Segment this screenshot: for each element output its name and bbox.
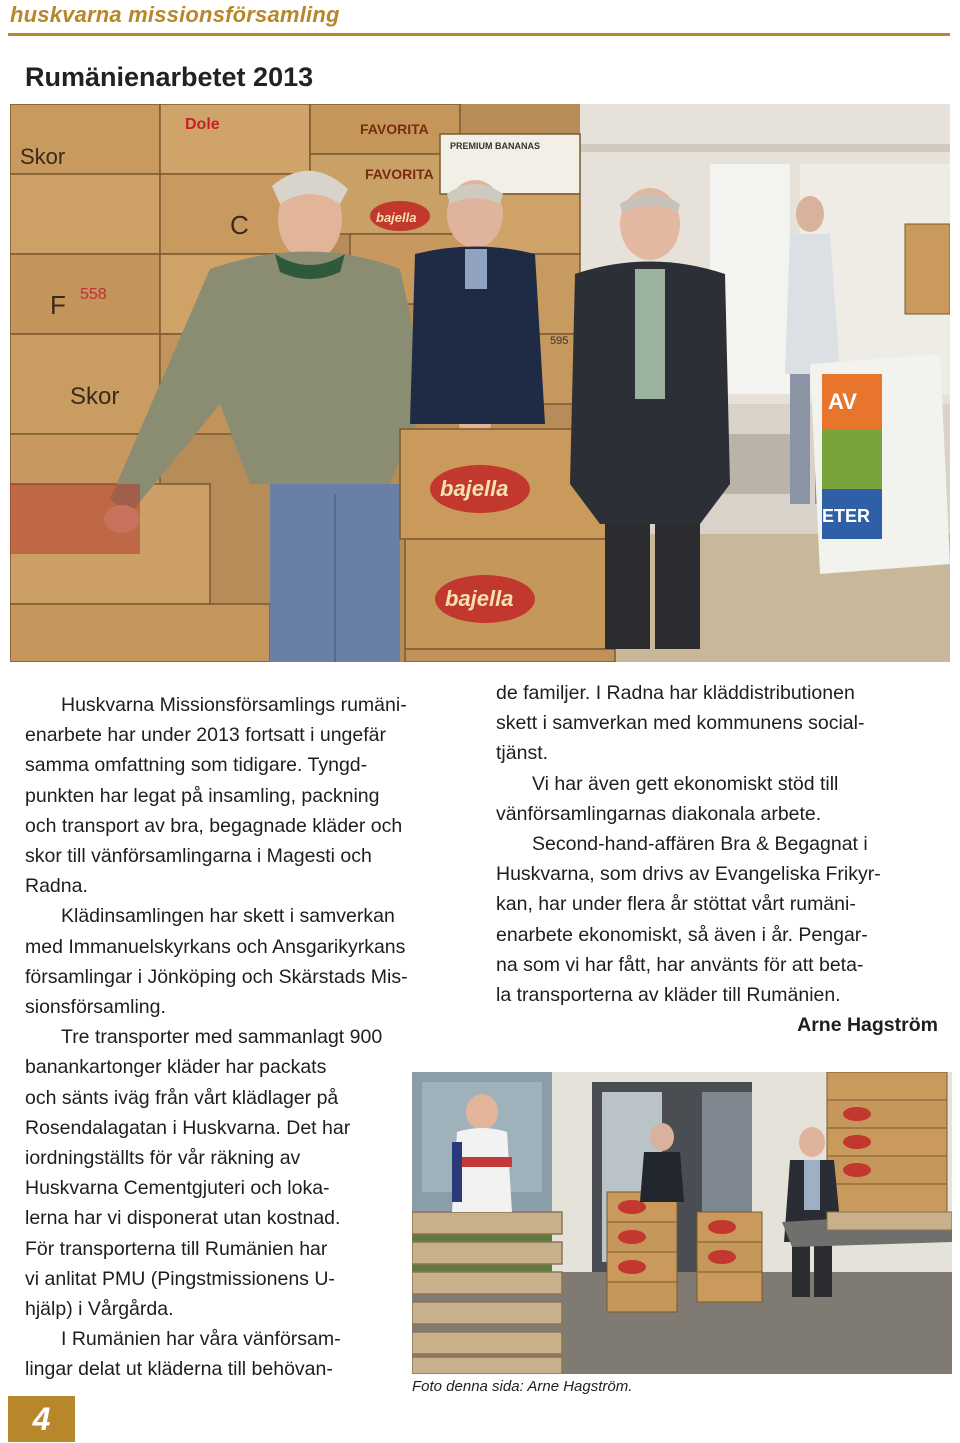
paragraph-line: Klädinsamlingen har skett i samverkan <box>61 905 395 928</box>
paragraph-line: hjälp) i Vårgårda. <box>25 1298 174 1321</box>
paragraph-line: skett i samverkan med kommunens social- <box>496 712 865 735</box>
svg-text:C: C <box>230 210 249 240</box>
paragraph-line: Vi har även gett ekonomiskt stöd till <box>532 772 839 795</box>
paragraph-line: vänförsamlingarnas diakonala arbete. <box>496 802 822 825</box>
svg-text:558: 558 <box>80 286 107 303</box>
svg-text:F: F <box>50 290 66 320</box>
svg-text:Dole: Dole <box>185 116 220 133</box>
paragraph-line: tjänst. <box>496 742 549 765</box>
svg-text:FAVORITA: FAVORITA <box>365 166 434 182</box>
svg-text:Skor: Skor <box>70 383 120 410</box>
paragraph-line: lingar delat ut kläderna till behövan- <box>25 1358 333 1381</box>
page-number: 4 <box>32 1401 51 1437</box>
author-signature: Arne Hagström <box>797 1014 938 1037</box>
loading-photo <box>412 1072 952 1374</box>
paragraph-line: la transporterna av kläder till Rumänien. <box>496 984 841 1007</box>
svg-text:FAVORITA: FAVORITA <box>360 121 429 137</box>
svg-text:595: 595 <box>550 335 569 347</box>
paragraph-line: Huskvarna, som drivs av Evangeliska Frikyr- <box>496 863 881 886</box>
page-number-box <box>8 1396 75 1442</box>
paragraph-line: För transporterna till Rumänien har <box>25 1237 328 1260</box>
paragraph-line: skor till vänförsamlingarna i Magesti och <box>25 845 372 868</box>
paragraph-line: lerna har vi disponerat utan kostnad. <box>25 1207 341 1230</box>
svg-text:Skor: Skor <box>20 144 66 169</box>
paragraph-line: Second-hand-affären Bra & Begagnat i <box>532 833 868 856</box>
paragraph-line: enarbete har under 2013 fortsatt i ungefär <box>25 724 386 747</box>
paragraph-line: Huskvarna Cementgjuteri och loka- <box>25 1177 330 1200</box>
article-title: Rumänienarbetet 2013 <box>25 62 314 92</box>
publication-header: huskvarna missionsförsamling <box>10 2 340 27</box>
paragraph-line: och sänts iväg från vårt klädlager på <box>25 1086 339 1109</box>
paragraph-line: banankartonger kläder har packats <box>25 1056 327 1079</box>
svg-text:bajella: bajella <box>376 210 417 225</box>
paragraph-line: sionsförsamling. <box>25 996 166 1019</box>
paragraph-line: kan, har under flera år stöttat vårt rumäni- <box>496 893 856 916</box>
paragraph-line: Rosendalagatan i Huskvarna. Det har <box>25 1116 351 1139</box>
photo-caption: Foto denna sida: Arne Hagström. <box>412 1378 633 1395</box>
paragraph-line: na som vi har fått, har använts för att beta- <box>496 953 864 976</box>
paragraph-line: samma omfattning som tidigare. Tyngd- <box>25 754 368 777</box>
paragraph-line: enarbete ekonomiskt, så även i år. Pengar- <box>496 923 868 946</box>
svg-text:AV: AV <box>828 389 857 414</box>
paragraph-line: och transport av bra, begagnade kläder och <box>25 814 403 837</box>
article-body-right <box>496 678 938 1040</box>
header-rule <box>8 33 950 36</box>
paragraph-line: vi anlitat PMU (Pingstmissionens U- <box>25 1267 335 1290</box>
paragraph-line: med Immanuelskyrkans och Ansgarikyrkans <box>25 935 406 958</box>
paragraph-line: de familjer. I Radna har kläddistributionen <box>496 682 855 704</box>
svg-text:bajella: bajella <box>445 586 514 611</box>
paragraph-line: iordningställts för vår räkning av <box>25 1147 301 1170</box>
paragraph-line: Tre transporter med sammanlagt 900 <box>61 1026 383 1049</box>
article-body-left <box>25 690 465 1385</box>
svg-text:ETER: ETER <box>822 506 871 526</box>
svg-text:bajella: bajella <box>440 476 509 501</box>
svg-text:PREMIUM BANANAS: PREMIUM BANANAS <box>450 141 540 151</box>
warehouse-photo <box>10 104 950 662</box>
paragraph-line: Huskvarna Missionsförsamlings rumäni- <box>61 694 407 716</box>
paragraph-line: Radna. <box>25 875 88 898</box>
paragraph-line: I Rumänien har våra vänförsam- <box>61 1328 341 1351</box>
paragraph-line: punkten har legat på insamling, packning <box>25 784 380 807</box>
paragraph-line: församlingar i Jönköping och Skärstads Mis- <box>25 965 408 988</box>
